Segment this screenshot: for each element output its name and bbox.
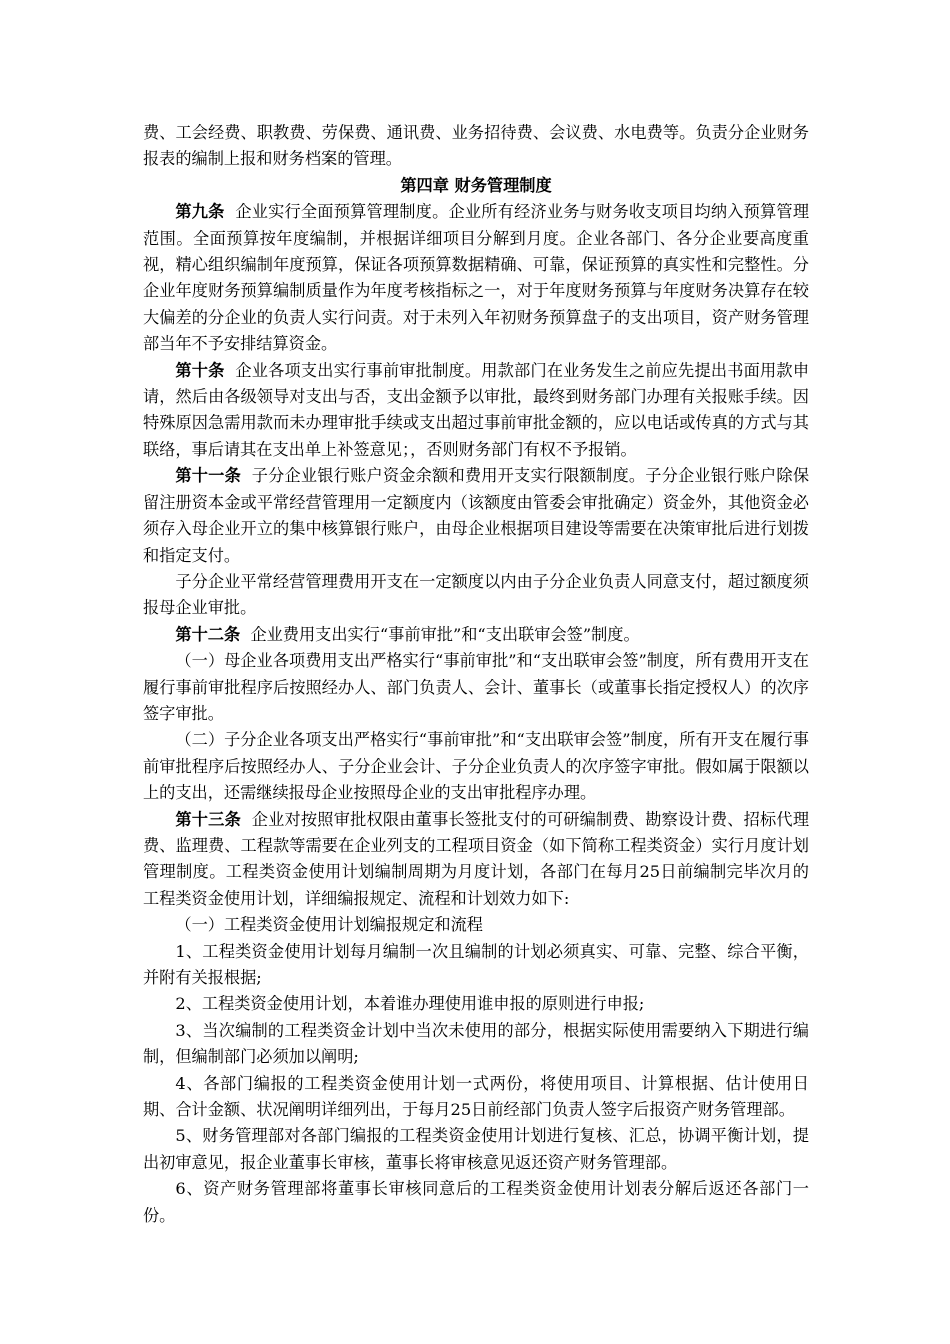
article-12: [143, 622, 809, 648]
article-12-item-1: （一）母企业各项费用支出严格实行“事前审批”和“支出联审会签”制度，所有费用开支在履行事前审批程序后按照经办人、部门负责人、会计、董事长（或董事长指定授权人）的次序签字审批。: [143, 651, 809, 723]
article-10: [143, 358, 809, 464]
article-13-step-6: 6、资产财务管理部将董事长审核同意后的工程类资金使用计划表分解后返还各部门一份。: [143, 1179, 809, 1225]
article-13-step-4: 4、各部门编报的工程类资金使用计划一式两份，将使用项目、计算根据、估计使用日期、合计金额、状况阐明详细列出，于每月25日前经部门负责人签字后报资产财务管理部。: [143, 1073, 809, 1120]
article-13-step-3: 3、当次编制的工程类资金计划中当次未使用的部分，根据实际使用需要纳入下期进行编制，但编制部门必须加以阐明;: [143, 1020, 809, 1067]
article-text: 企业实行全面预算管理制度。企业所有经济业务与财务收支项目均纳入预算管理范围。全面预算按年度编制，并根据详细项目分解到月度。企业各部门、各分企业要高度重视，精心组织编制年度预算，保证各项预算数据精确、可靠，保证预算的真实性和完整性。分企业年度财务预算编制质量作为年度考核指标之一，对于年度财务预算与年度财务决算存在较大偏差的分企业的负责人实行问责。对于未列入年初财务预算盘子的支出项目，资产财务管理部当年不予安排结算资金。: [143, 202, 810, 354]
article-13-subtitle: （一）工程类资金使用计划编报规定和流程: [175, 915, 483, 935]
article-12-item-2: （二）子分企业各项支出严格实行“事前审批”和“支出联审会签”制度，所有开支在履行事前审批程序后按照经办人、子分企业会计、子分企业负责人的次序签字审批。假如属于限额以上的支出，还需继续报母企业按照母企业的支出审批程序办理。: [143, 730, 809, 803]
article-label: 第十一条: [175, 466, 241, 486]
chapter-title: 第四章 财务管理制度: [400, 175, 552, 195]
article-13-step-2: 2、工程类资金使用计划，本着谁办理使用谁申报的原则进行申报;: [175, 994, 645, 1014]
article-label: 第九条: [175, 202, 225, 222]
article-text: 子分企业银行账户资金余额和费用开支实行限额制度。子分企业银行账户除保留注册资本金或平常经营管理用一定额度内（该额度由管委会审批确定）资金外，其他资金必须存入母企业开立的集中核算银行账户，由母企业根据项目建设等需要在决策审批后进行划拨和指定支付。: [143, 466, 810, 565]
article-11: [143, 463, 809, 569]
article-13-step-1: 1、工程类资金使用计划每月编制一次且编制的计划必须真实、可靠、完整、综合平衡，并附有关报根据;: [143, 941, 809, 987]
article-13-step-5: 5、财务管理部对各部门编报的工程类资金使用计划进行复核、汇总，协调平衡计划，提出初审意见，报企业董事长审核，董事长将审核意见返还资产财务管理部。: [143, 1126, 809, 1172]
article-label: 第十二条: [175, 624, 241, 644]
article-label: 第十条: [175, 360, 225, 380]
document-page: [143, 120, 809, 1229]
article-11-paragraph-2: 子分企业平常经营管理费用开支在一定额度以内由子分企业负责人同意支付，超过额度须报母企业审批。: [143, 571, 809, 618]
article-13: [143, 807, 809, 913]
article-9: [143, 199, 809, 357]
article-text: 企业费用支出实行“事前审批”和“支出联审会签”制度。: [250, 624, 640, 644]
article-label: 第十三条: [175, 809, 241, 829]
article-text: 企业各项支出实行事前审批制度。用款部门在业务发生之前应先提出书面用款申请，然后由各级领导对支出与否，支出金额予以审批，最终到财务部门办理有关报账手续。因特殊原因急需用款而未办理审批手续或支出超过事前审批金额的，应以电话或传真的方式与其联络，事后请其在支出单上补签意见；，否则财务部门有权不予报销。: [143, 360, 810, 459]
article-text: 企业对按照审批权限由董事长签批支付的可研编制费、勘察设计费、招标代理费、监理费、工程款等需要在企业列支的工程项目资金（如下简称工程类资金）实行月度计划管理制度。工程类资金使用计划编制周期为月度计划，各部门在每月25日前编制完毕次月的工程类资金使用计划，详细编报规定、流程和计划效力如下:: [143, 809, 810, 908]
continuation-paragraph: 费、工会经费、职教费、劳保费、通讯费、业务招待费、会议费、水电费等。负责分企业财务报表的编制上报和财务档案的管理。: [143, 123, 809, 169]
